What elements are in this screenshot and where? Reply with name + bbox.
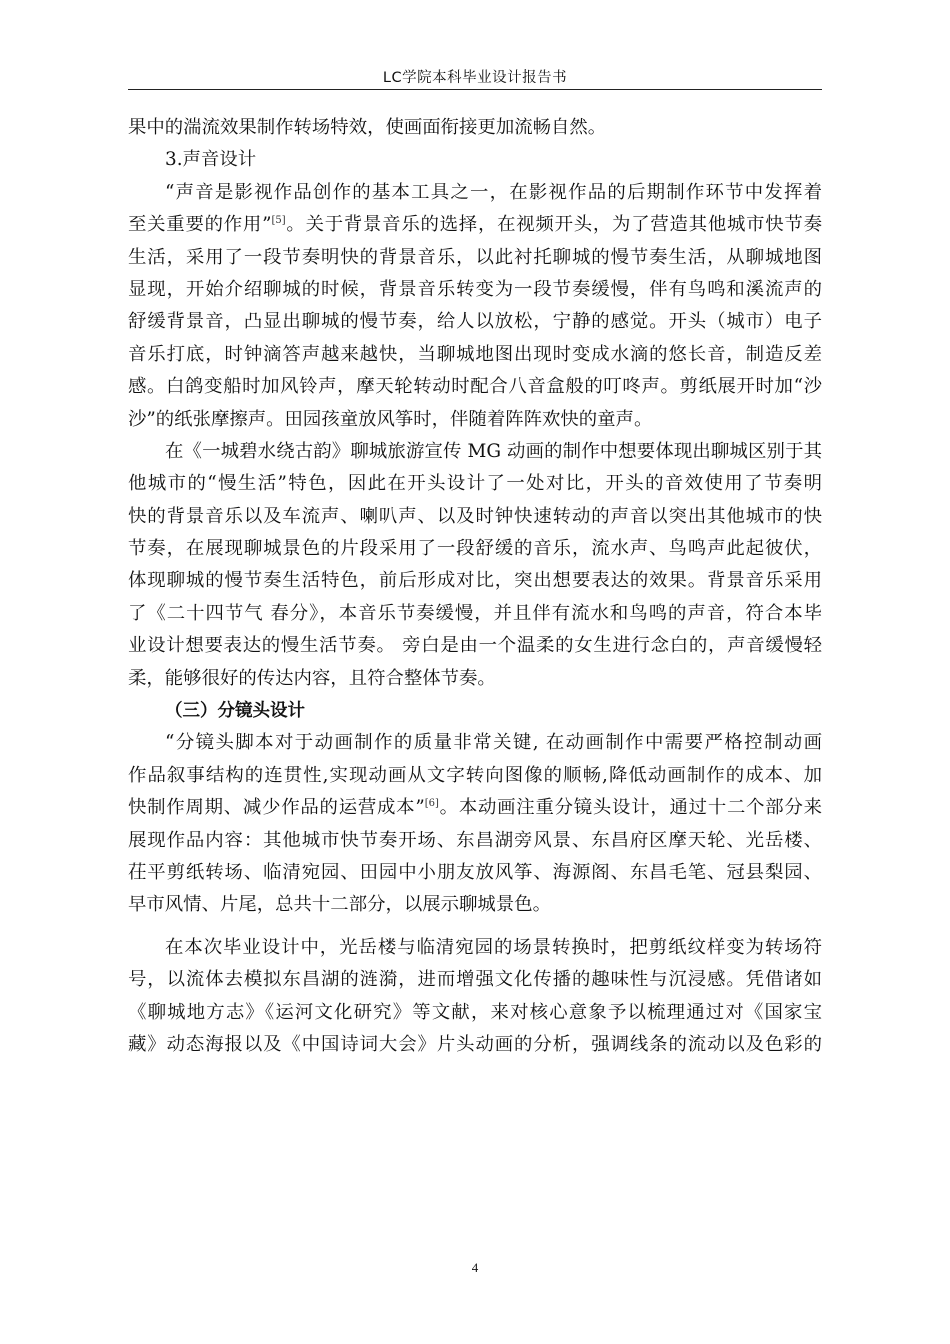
text-line: “声音是影视作品创作的基本工具之一，在影视作品的后期制作环节中发挥着 xyxy=(165,181,822,203)
text-line-with-citation xyxy=(128,209,822,241)
text-line: 节奏，在展现聊城景色的片段采用了一段舒缓的音乐，流水声、鸟鸣声此起彼伏， xyxy=(128,538,822,560)
text-line: 了《二十四节气 春分》，本音乐节奏缓慢，并且伴有流水和鸟鸣的声音，符合本毕 xyxy=(128,602,822,624)
text-segment: 至关重要的作用” xyxy=(128,214,272,236)
text-line: 作品叙事结构的连贯性,实现动画从文字转向图像的顺畅,降低动画制作的成本、加 xyxy=(128,764,822,786)
text-line: 音乐打底，时钟滴答声越来越快，当聊城地图出现时变成水滴的悠长音，制造反差 xyxy=(128,343,822,365)
citation-ref-6: [6] xyxy=(424,798,439,810)
text-line: 体现聊城的慢节奏生活特色，前后形成对比，突出想要表达的效果。背景音乐采用 xyxy=(128,570,822,592)
text-line: 茌平剪纸转场、临清宛园、田园中小朋友放风筝、海源阁、东昌毛笔、冠县梨园、 xyxy=(128,861,822,883)
text-segment: 快制作周期、减少作品的运营成本” xyxy=(128,797,425,819)
text-line: 快的背景音乐以及车流声、喇叭声、以及时钟快速转动的声音以突出其他城市的快 xyxy=(128,505,822,527)
text-line: 舒缓背景音，凸显出聊城的慢节奏，给人以放松，宁静的感觉。开头（城市）电子 xyxy=(128,311,822,333)
text-line: 沙”的纸张摩擦声。田园孩童放风筝时，伴随着阵阵欢快的童声。 xyxy=(128,408,653,430)
text-line-with-citation xyxy=(128,792,822,824)
text-line: 柔，能够很好的传达内容，且符合整体节奏。 xyxy=(128,667,496,689)
header-rule xyxy=(128,89,822,90)
text-line: 在本次毕业设计中，光岳楼与临清宛园的场景转换时，把剪纸纹样变为转场符 xyxy=(165,936,822,958)
text-segment: 。关于背景音乐的选择，在视频开头，为了营造其他城市快节奏 xyxy=(285,214,822,236)
text-line: 展现作品内容：其他城市快节奏开场、东昌湖旁风景、东昌府区摩天轮、光岳楼、 xyxy=(128,829,822,851)
text-line: 业设计想要表达的慢生活节奏。 旁白是由一个温柔的女生进行念白的，声音缓慢轻 xyxy=(128,635,822,657)
body-text xyxy=(128,112,822,1061)
text-line: 在《一城碧水绕古韵》聊城旅游宣传 MG 动画的制作中想要体现出聊城区别于其 xyxy=(165,440,822,462)
section-heading-storyboard: （三）分镜头设计 xyxy=(165,701,305,722)
text-line: 早市风情、片尾，总共十二部分，以展示聊城景色。 xyxy=(128,894,551,916)
text-line: 号，以流体去模拟东昌湖的涟漪，进而增强文化传播的趣味性与沉浸感。凭借诸如 xyxy=(128,969,822,991)
page-number: 4 xyxy=(471,1260,479,1275)
text-line: 藏》动态海报以及《中国诗词大会》片头动画的分析，强调线条的流动以及色彩的 xyxy=(128,1033,822,1055)
text-line: 他城市的“慢生活”特色，因此在开头设计了一处对比，开头的音效使用了节奏明 xyxy=(128,473,822,495)
text-line: 《聊城地方志》《运河文化研究》等文献，来对核心意象予以梳理通过对《国家宝 xyxy=(128,1001,822,1023)
citation-ref-5: [5] xyxy=(271,215,286,227)
text-line: 果中的湍流效果制作转场特效，使画面衔接更加流畅自然。 xyxy=(128,117,607,138)
text-line: 显现，开始介绍聊城的时候，背景音乐转变为一段节奏缓慢，伴有鸟鸣和溪流声的 xyxy=(128,278,822,300)
page-header: LC学院本科毕业设计报告书 xyxy=(382,70,568,86)
text-segment: 。本动画注重分镜头设计，通过十二个部分来 xyxy=(438,797,822,819)
section-heading-sound-design: 3.声音设计 xyxy=(165,149,257,171)
text-line: 感。白鸽变船时加风铃声，摩天轮转动时配合八音盒般的叮咚声。剪纸展开时加“沙 xyxy=(128,376,822,398)
text-line: 生活，采用了一段节奏明快的背景音乐，以此衬托聊城的慢节奏生活，从聊城地图 xyxy=(128,246,822,268)
text-line: “分镜头脚本对于动画制作的质量非常关键, 在动画制作中需要严格控制动画 xyxy=(165,732,822,754)
paragraph-gap xyxy=(128,922,822,932)
